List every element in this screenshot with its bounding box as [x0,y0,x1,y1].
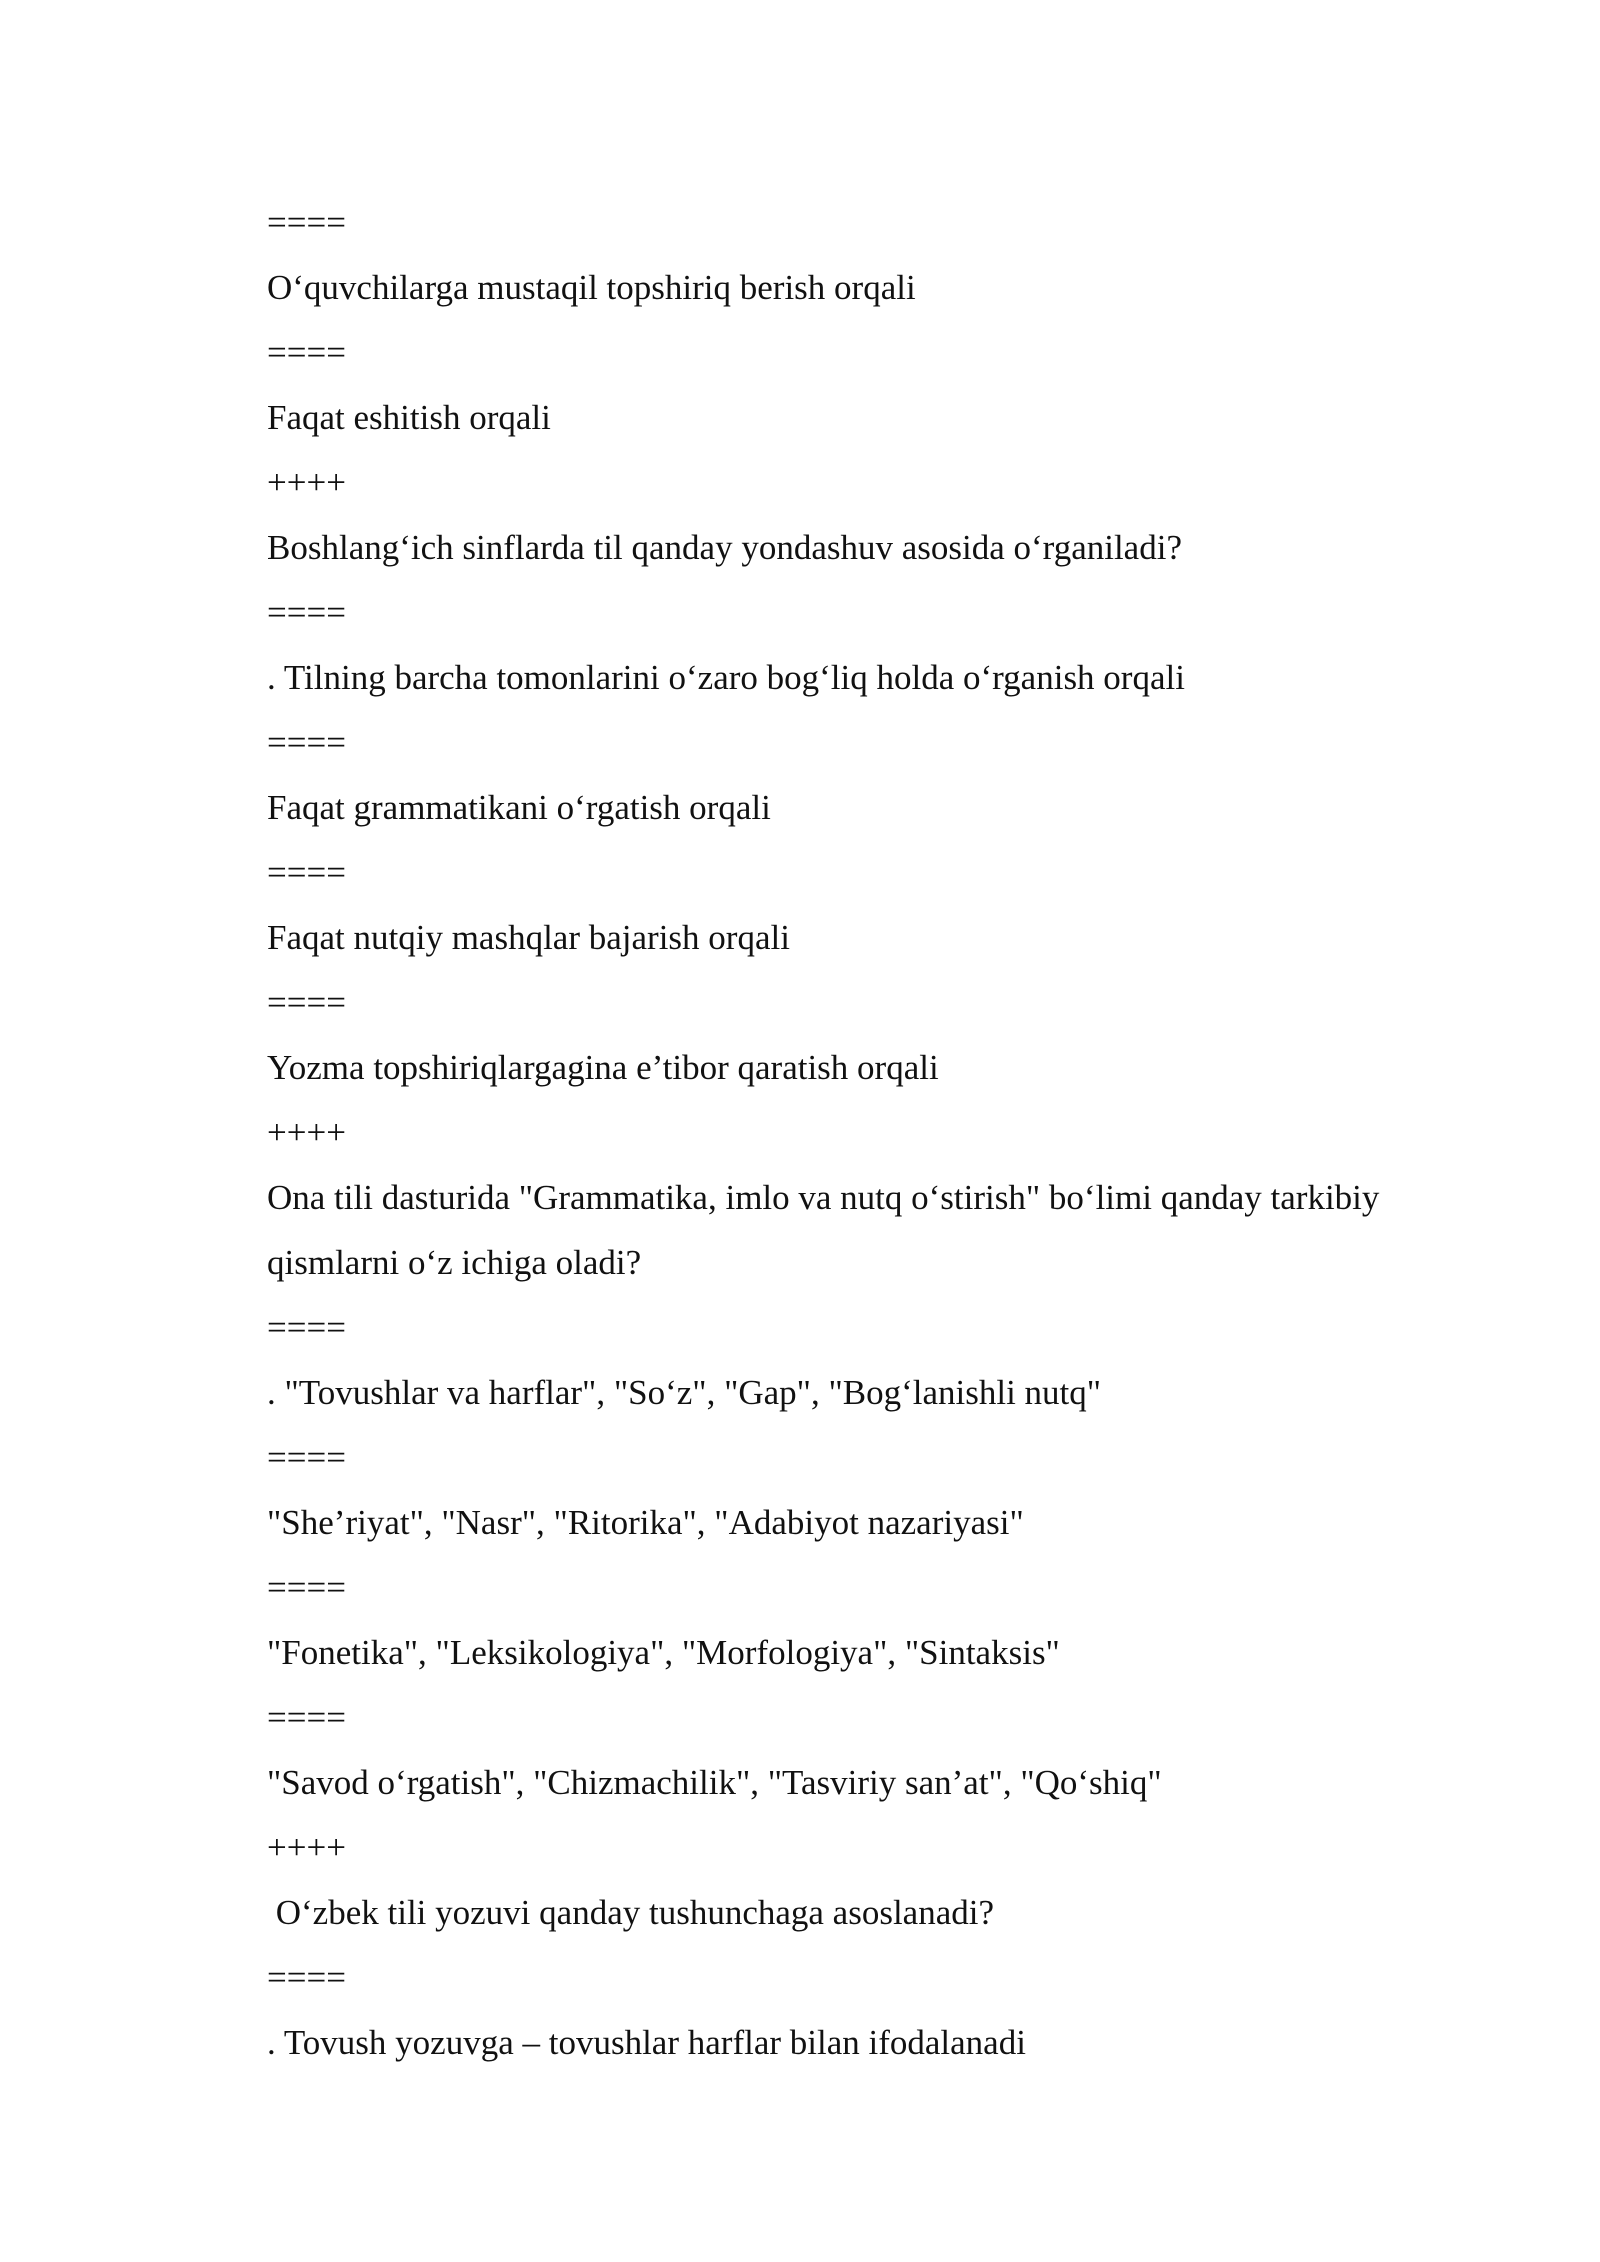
question-separator: ++++ [267,463,346,502]
answer-option: Faqat eshitish orqali [267,398,551,437]
answer-separator: ==== [267,853,346,892]
answer-separator: ==== [267,983,346,1022]
answer-option: Faqat nutqiy mashqlar bajarish orqali [267,918,790,957]
answer-option: Faqat grammatikani o‘rgatish orqali [267,788,771,827]
question-separator: ++++ [267,1113,346,1152]
answer-option: . Tovush yozuvga – tovushlar harflar bilan ifodalanadi [267,2023,1026,2062]
question-text: Ona tili dasturida "Grammatika, imlo va nutq o‘stirish" bo‘limi qanday tarkibiy qismlarni o‘z ichiga oladi? [267,1178,1389,1282]
document-text [267,190,1487,2075]
answer-separator: ==== [267,203,346,242]
question-text: Boshlang‘ich sinflarda til qanday yondashuv asosida o‘rganiladi? [267,528,1182,567]
answer-separator: ==== [267,1698,346,1737]
answer-option: . Tilning barcha tomonlarini o‘zaro bog‘liq holda o‘rganish orqali [267,658,1185,697]
answer-separator: ==== [267,1568,346,1607]
answer-option: "Savod o‘rgatish", "Chizmachilik", "Tasviriy san’at", "Qo‘shiq" [267,1763,1162,1802]
question-text: O‘zbek tili yozuvi qanday tushunchaga asoslanadi? [267,1893,995,1932]
answer-option: . "Tovushlar va harflar", "So‘z", "Gap", "Bog‘lanishli nutq" [267,1373,1102,1412]
answer-option: "She’riyat", "Nasr", "Ritorika", "Adabiyot nazariyasi" [267,1503,1024,1542]
answer-option: Yozma topshiriqlargagina e’tibor qaratish orqali [267,1048,939,1087]
answer-separator: ==== [267,1958,346,1997]
answer-option: O‘quvchilarga mustaqil topshiriq berish orqali [267,268,916,307]
answer-option: "Fonetika", "Leksikologiya", "Morfologiya", "Sintaksis" [267,1633,1060,1672]
question-separator: ++++ [267,1828,346,1867]
answer-separator: ==== [267,333,346,372]
answer-separator: ==== [267,1438,346,1477]
answer-separator: ==== [267,593,346,632]
answer-separator: ==== [267,723,346,762]
answer-separator: ==== [267,1308,346,1347]
